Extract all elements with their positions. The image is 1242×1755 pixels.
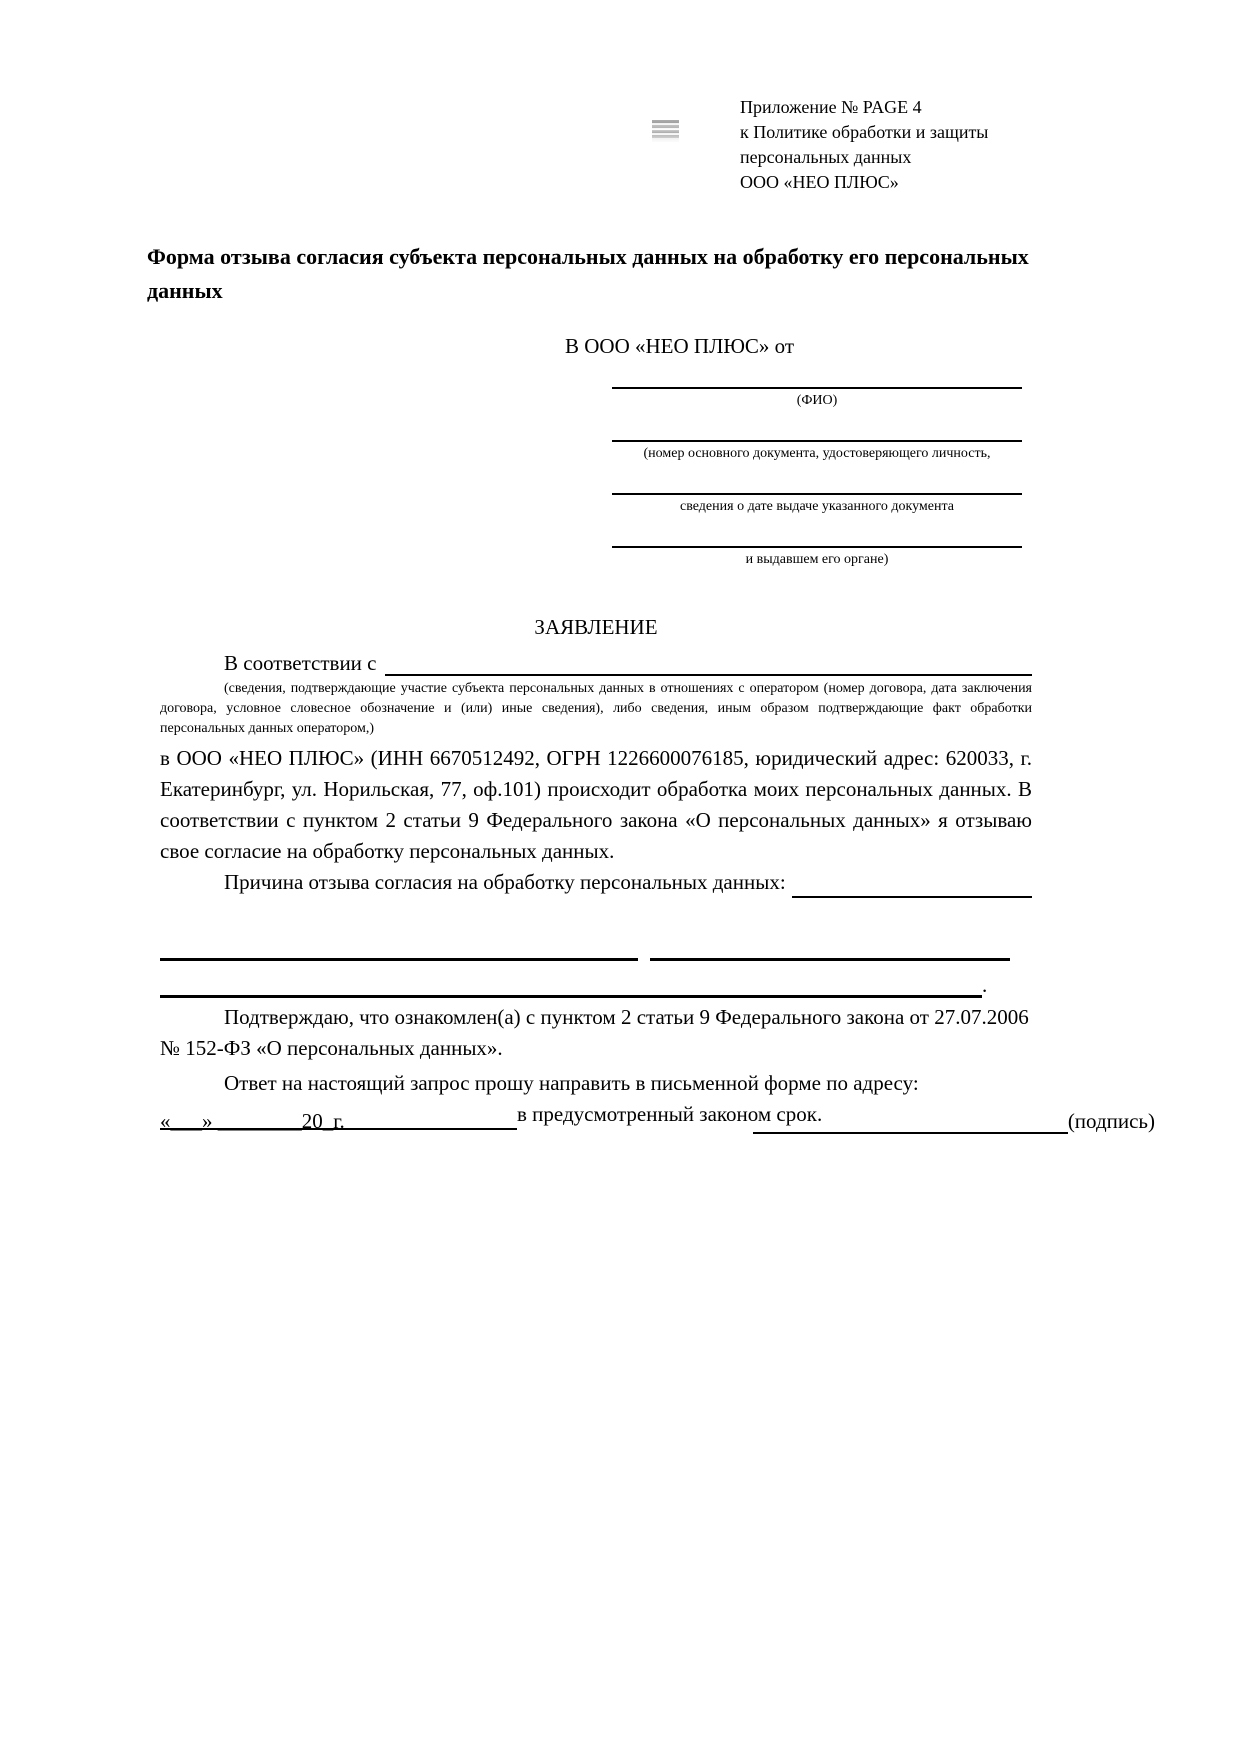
- blank-line-segment: [650, 938, 1010, 961]
- appendix-line-2: к Политике обработки и защиты: [740, 122, 989, 142]
- addressee-to-line: В ООО «НЕО ПЛЮС» от: [565, 334, 795, 358]
- embedded-object-placeholder-icon: [652, 120, 679, 142]
- fio-write-line: [612, 369, 1022, 389]
- signature-write-line: [753, 1108, 1068, 1134]
- addressee-field-fio: [612, 369, 1022, 410]
- fine-print-note: (сведения, подтверждающие участие субъекта персональных данных в отношениях с оператором (номер договора, дата заключения договора, условное словесное обозначение и (или) иные сведения), либо сведения, иным образом подтверждающие факт обработки персональных данных оператором,): [160, 681, 1032, 736]
- reason-row: [160, 867, 1032, 898]
- reply-request-paragraph: Ответ на настоящий запрос прошу направить в письменной форме по адресу:: [224, 1071, 919, 1095]
- statement-heading: ЗАЯВЛЕНИЕ: [534, 615, 658, 639]
- confirmation-paragraph: Подтверждаю, что ознакомлен(а) с пунктом 2 статьи 9 Федерального закона от 27.07.2006 № 152-ФЗ «О персональных данных».: [160, 1005, 1029, 1060]
- doc-date-caption: сведения о дате выдаче указанного документа: [680, 499, 954, 514]
- statement-intro-row: [160, 650, 1032, 676]
- addressee-block: [565, 334, 1025, 581]
- doc-issuer-write-line: [612, 528, 1022, 548]
- reason-blank-line-2: [160, 971, 1032, 998]
- statement-section: [160, 615, 1032, 1130]
- blank-line-segment: [160, 971, 982, 998]
- addressee-field-doc-issuer: [612, 528, 1022, 569]
- reason-label: Причина отзыва согласия на обработку персональных данных:: [224, 870, 786, 894]
- addressee-field-doc-number: [612, 422, 1022, 463]
- intro-prefix-text: В соответствии с: [224, 651, 377, 675]
- doc-number-write-line: [612, 422, 1022, 442]
- appendix-line-1: Приложение № PAGE 4: [740, 97, 922, 117]
- blank-line-segment: [160, 938, 638, 961]
- intro-write-line: [385, 652, 1033, 676]
- addressee-field-doc-date: [612, 475, 1022, 516]
- doc-number-caption: (номер основного документа, удостоверяющего личность,: [643, 446, 991, 461]
- signature-caption: (подпись): [1067, 1109, 1155, 1133]
- signature-group: [753, 1108, 1155, 1134]
- appendix-header: [740, 95, 1070, 195]
- reply-suffix-text: в предусмотренный законом срок.: [517, 1102, 823, 1126]
- fio-caption: (ФИО): [796, 393, 838, 408]
- doc-date-write-line: [612, 475, 1022, 495]
- blank-line-period: .: [982, 973, 988, 997]
- footer-row: [160, 1108, 1155, 1134]
- statement-body-paragraph: в ООО «НЕО ПЛЮС» (ИНН 6670512492, ОГРН 1226600076185, юридический адрес: 620033, г. Екатеринбург, ул. Норильская, 77, оф.101) происходит обработка моих персональных данных. В соответствии с пунктом 2 статьи 9 Федерального закона «О персональных данных» я отзываю свое согласие на обработку персональных данных.: [160, 746, 1032, 863]
- appendix-line-3: персональных данных: [740, 147, 912, 167]
- form-title: Форма отзыва согласия субъекта персональных данных на обработку его персональных данных: [147, 244, 1029, 303]
- date-blank-line: «___» ________20_г.: [160, 1109, 345, 1133]
- reason-write-line: [792, 872, 1032, 898]
- appendix-line-4: ООО «НЕО ПЛЮС»: [740, 172, 899, 192]
- reason-blank-line-1: [160, 938, 1010, 961]
- doc-issuer-caption: и выдавшем его органе): [745, 552, 889, 567]
